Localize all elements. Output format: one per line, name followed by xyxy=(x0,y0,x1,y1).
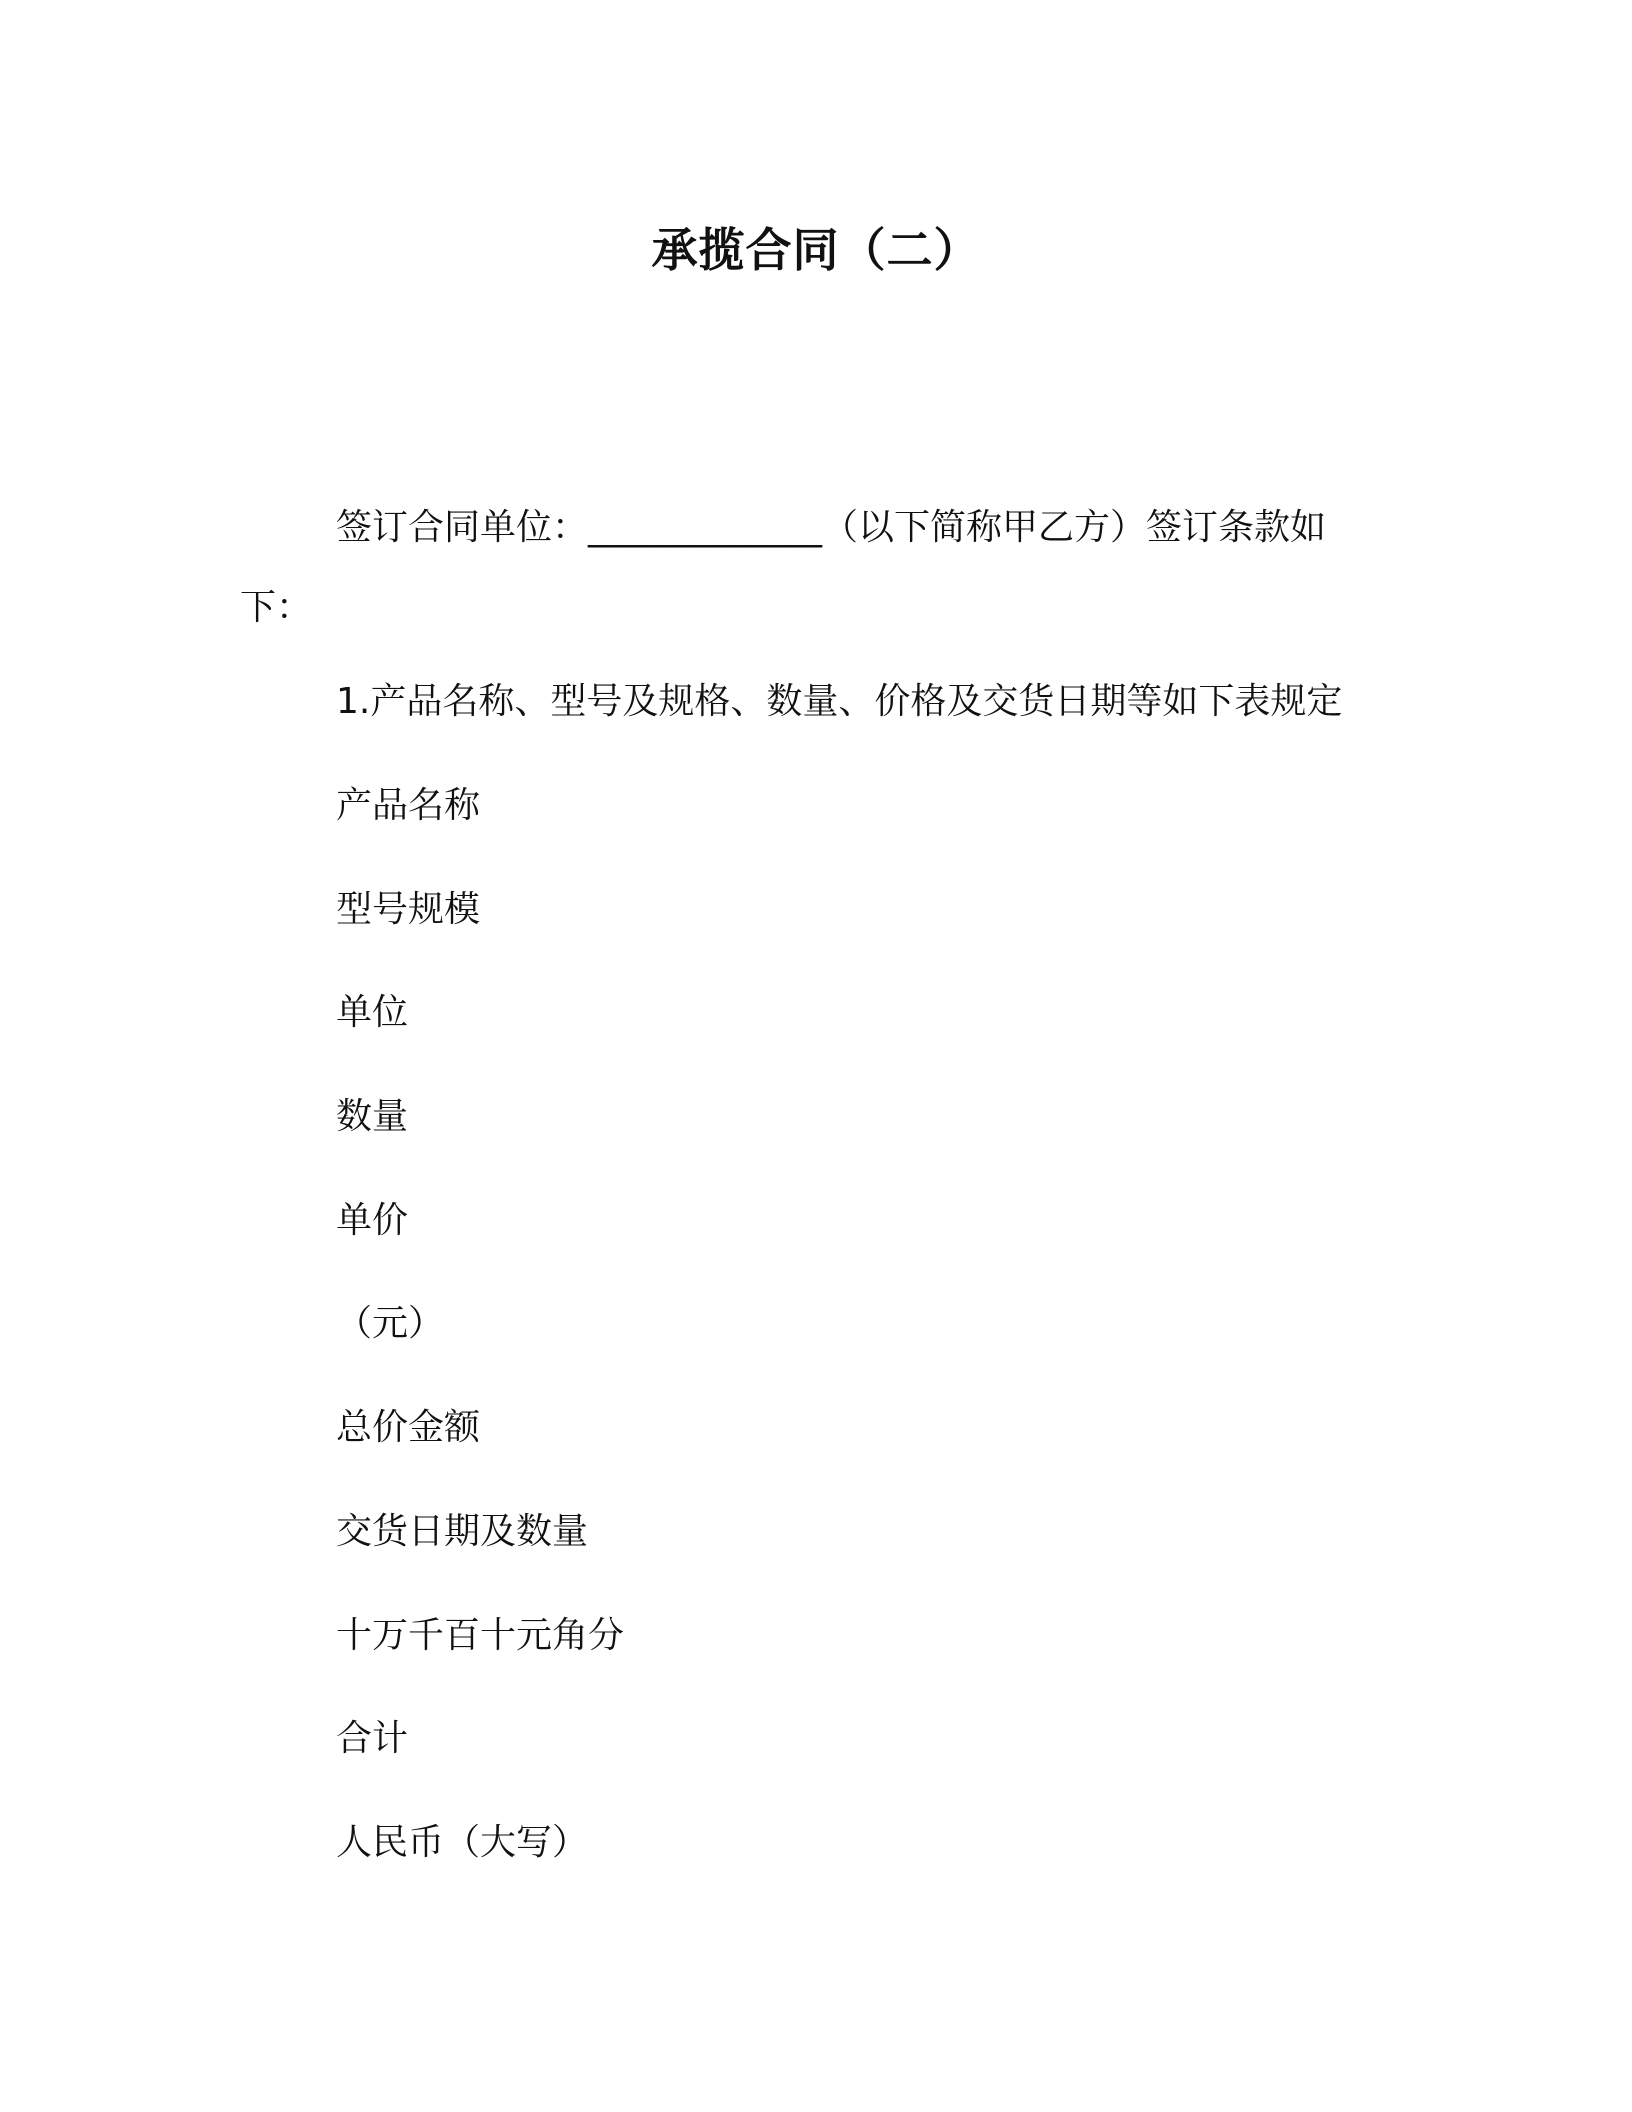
document-title: 承揽合同（二） xyxy=(651,223,981,277)
clause-1-heading: 1.产品名称、型号及规格、数量、价格及交货日期等如下表规定 xyxy=(336,681,1343,722)
field-model-spec: 型号规模 xyxy=(336,888,481,930)
field-delivery-date-quantity: 交货日期及数量 xyxy=(336,1510,589,1552)
field-subtotal: 合计 xyxy=(336,1718,409,1760)
field-total-amount: 总价金额 xyxy=(336,1407,481,1449)
field-amount-digit-columns: 十万千百十元角分 xyxy=(336,1614,625,1656)
product-field-list xyxy=(336,776,624,1917)
field-unit: 单位 xyxy=(336,992,409,1034)
field-product-name: 产品名称 xyxy=(336,785,481,826)
field-unit-price: 单价 xyxy=(336,1199,409,1241)
field-quantity: 数量 xyxy=(336,1096,409,1138)
field-rmb-uppercase: 人民币（大写） xyxy=(336,1821,589,1863)
field-unit-price-currency: （元） xyxy=(336,1303,445,1345)
contract-intro-paragraph: 签订合同单位：_____________（以下简称甲乙方）签订条款如下： xyxy=(240,507,1327,628)
